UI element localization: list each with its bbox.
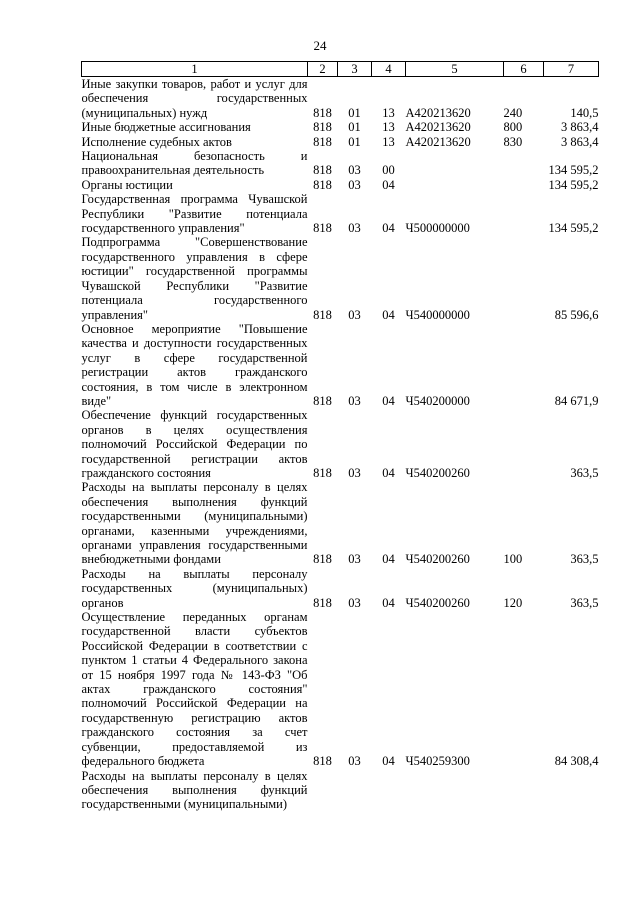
row-subsection: 04: [382, 221, 395, 236]
page-number: 24: [313, 38, 327, 53]
row-target-code: A420213620: [405, 105, 471, 120]
row-sum: 363,5: [570, 465, 599, 480]
row-expense-type: [504, 149, 544, 178]
row-sum: [544, 769, 599, 812]
header-row: [82, 62, 599, 77]
row-target-code: Ч540200260: [405, 595, 470, 610]
row-name: Иные бюджетные ассигнования: [81, 120, 251, 135]
table-row: [82, 610, 599, 768]
row-section: 03: [348, 393, 361, 408]
row-name: Расходы на выплаты персоналу государственных (муниципальных) органов: [81, 566, 308, 610]
row-grbs: 818: [313, 134, 332, 149]
row-expense-type: [504, 610, 544, 768]
table-row: [82, 178, 599, 192]
table-row: [82, 149, 599, 178]
row-sum: 85 596,6: [554, 307, 599, 322]
row-subsection: 04: [382, 307, 395, 322]
row-target-code: Ч540259300: [405, 754, 470, 769]
row-sum: 134 595,2: [548, 163, 599, 178]
row-subsection: [372, 769, 406, 812]
row-grbs: [308, 769, 338, 812]
row-subsection: 13: [382, 105, 395, 120]
row-subsection: 04: [382, 177, 395, 192]
row-name: Расходы на выплаты персоналу в целях обеспечения выполнения функций государственными (муниципальными): [81, 768, 308, 812]
row-section: 03: [348, 307, 361, 322]
row-target-code: Ч540200260: [405, 465, 470, 480]
row-sum: 140,5: [570, 105, 599, 120]
row-expense-type: [504, 192, 544, 235]
row-sum: 363,5: [570, 552, 599, 567]
row-name: Осуществление переданных органам государственной власти субъектов Российской Федерации в соответствии с пунктом 1 статьи 4 Федерального закона от 15 ноября 1997 года № 143-ФЗ "Об актах гражданского состояния" полномочий Российской Федерации на государственную регистрацию актов гражданского состояния за счет субвенции, предоставляемой из федерального бюджета: [81, 610, 308, 769]
row-sum: 134 595,2: [548, 177, 599, 192]
row-sum: 3 863,4: [561, 134, 599, 149]
row-subsection: 13: [382, 134, 395, 149]
header-col-6: 6: [504, 62, 544, 77]
row-target-code: Ч540200260: [405, 552, 470, 567]
row-sum: 84 308,4: [554, 754, 599, 769]
header-col-4: 4: [372, 62, 406, 77]
row-section: 03: [348, 754, 361, 769]
row-subsection: 04: [382, 595, 395, 610]
row-name: Основное мероприятие "Повышение качества и доступности государственных услуг в сфере государственной регистрации актов гражданского состояния, в том числе в электронном виде": [81, 321, 308, 408]
row-sum: 134 595,2: [548, 221, 599, 236]
row-grbs: 818: [313, 595, 332, 610]
row-expense-type: [504, 408, 544, 480]
row-name: Исполнение судебных актов: [81, 134, 232, 149]
table-row: [82, 77, 599, 121]
table-row: [82, 769, 599, 812]
row-section: 03: [348, 465, 361, 480]
row-target-code: [406, 178, 504, 192]
row-section: 03: [348, 177, 361, 192]
row-grbs: 818: [313, 552, 332, 567]
row-subsection: 04: [382, 754, 395, 769]
row-grbs: 818: [313, 465, 332, 480]
row-name: Органы юстиции: [81, 177, 173, 192]
row-name: Обеспечение функций государственных органов в целях осуществления полномочий Российской Федерации по государственной регистрации актов гражданского состояния: [81, 408, 308, 480]
row-expense-type: 120: [503, 595, 523, 610]
row-grbs: 818: [313, 177, 332, 192]
row-target-code: A420213620: [405, 120, 471, 135]
row-section: 03: [348, 552, 361, 567]
row-section: 01: [348, 105, 361, 120]
row-section: 01: [348, 120, 361, 135]
row-subsection: 00: [382, 163, 395, 178]
row-expense-type: [504, 322, 544, 408]
row-subsection: 04: [382, 465, 395, 480]
row-section: 01: [348, 134, 361, 149]
row-sum: 84 671,9: [554, 393, 599, 408]
table-row: [82, 135, 599, 149]
table-row: [82, 235, 599, 321]
row-grbs: 818: [313, 754, 332, 769]
header-col-1: 1: [82, 62, 308, 77]
table-row: [82, 322, 599, 408]
row-section: 03: [348, 595, 361, 610]
row-grbs: 818: [313, 307, 332, 322]
row-sum: 3 863,4: [561, 120, 599, 135]
row-name: Национальная безопасность и правоохранительная деятельность: [81, 149, 308, 178]
row-expense-type: [504, 235, 544, 321]
table-row: [82, 480, 599, 566]
row-expense-type: 240: [503, 105, 523, 120]
row-target-code: A420213620: [405, 134, 471, 149]
row-target-code: [406, 769, 504, 812]
row-name: Государственная программа Чувашской Республики "Развитие потенциала государственного управления": [81, 192, 308, 236]
table-row: [82, 408, 599, 480]
row-grbs: 818: [313, 105, 332, 120]
row-subsection: 13: [382, 120, 395, 135]
row-subsection: 04: [382, 393, 395, 408]
table-row: [82, 120, 599, 134]
row-expense-type: [504, 178, 544, 192]
row-expense-type: 100: [503, 552, 523, 567]
row-expense-type: 800: [503, 120, 523, 135]
row-grbs: 818: [313, 120, 332, 135]
row-section: 03: [348, 221, 361, 236]
header-col-5: 5: [406, 62, 504, 77]
row-subsection: 04: [382, 552, 395, 567]
header-col-3: 3: [338, 62, 372, 77]
row-expense-type: 830: [503, 134, 523, 149]
row-section: 03: [348, 163, 361, 178]
row-section: [338, 769, 372, 812]
budget-table: [81, 61, 599, 812]
row-target-code: Ч540200000: [405, 393, 470, 408]
header-col-7: 7: [544, 62, 599, 77]
table-row: [82, 192, 599, 235]
row-sum: 363,5: [570, 595, 599, 610]
row-expense-type: [504, 769, 544, 812]
row-name: Расходы на выплаты персоналу в целях обеспечения выполнения функций государственными (муниципальными) органами, казенными учреждениями, органами управления государственными внебюджетными фондами: [81, 480, 308, 567]
row-grbs: 818: [313, 221, 332, 236]
row-name: Иные закупки товаров, работ и услуг для обеспечения государственных (муниципальных) нужд: [81, 77, 308, 120]
row-target-code: Ч500000000: [405, 221, 470, 236]
row-name: Подпрограмма "Совершенствование государственного управления в сфере юстиции" государственной программы Чувашской Республики "Развитие потенциала государственного управления": [81, 235, 308, 322]
table-row: [82, 567, 599, 610]
row-grbs: 818: [313, 393, 332, 408]
row-target-code: Ч540000000: [405, 307, 470, 322]
row-grbs: 818: [313, 163, 332, 178]
row-target-code: [406, 149, 504, 178]
header-col-2: 2: [308, 62, 338, 77]
